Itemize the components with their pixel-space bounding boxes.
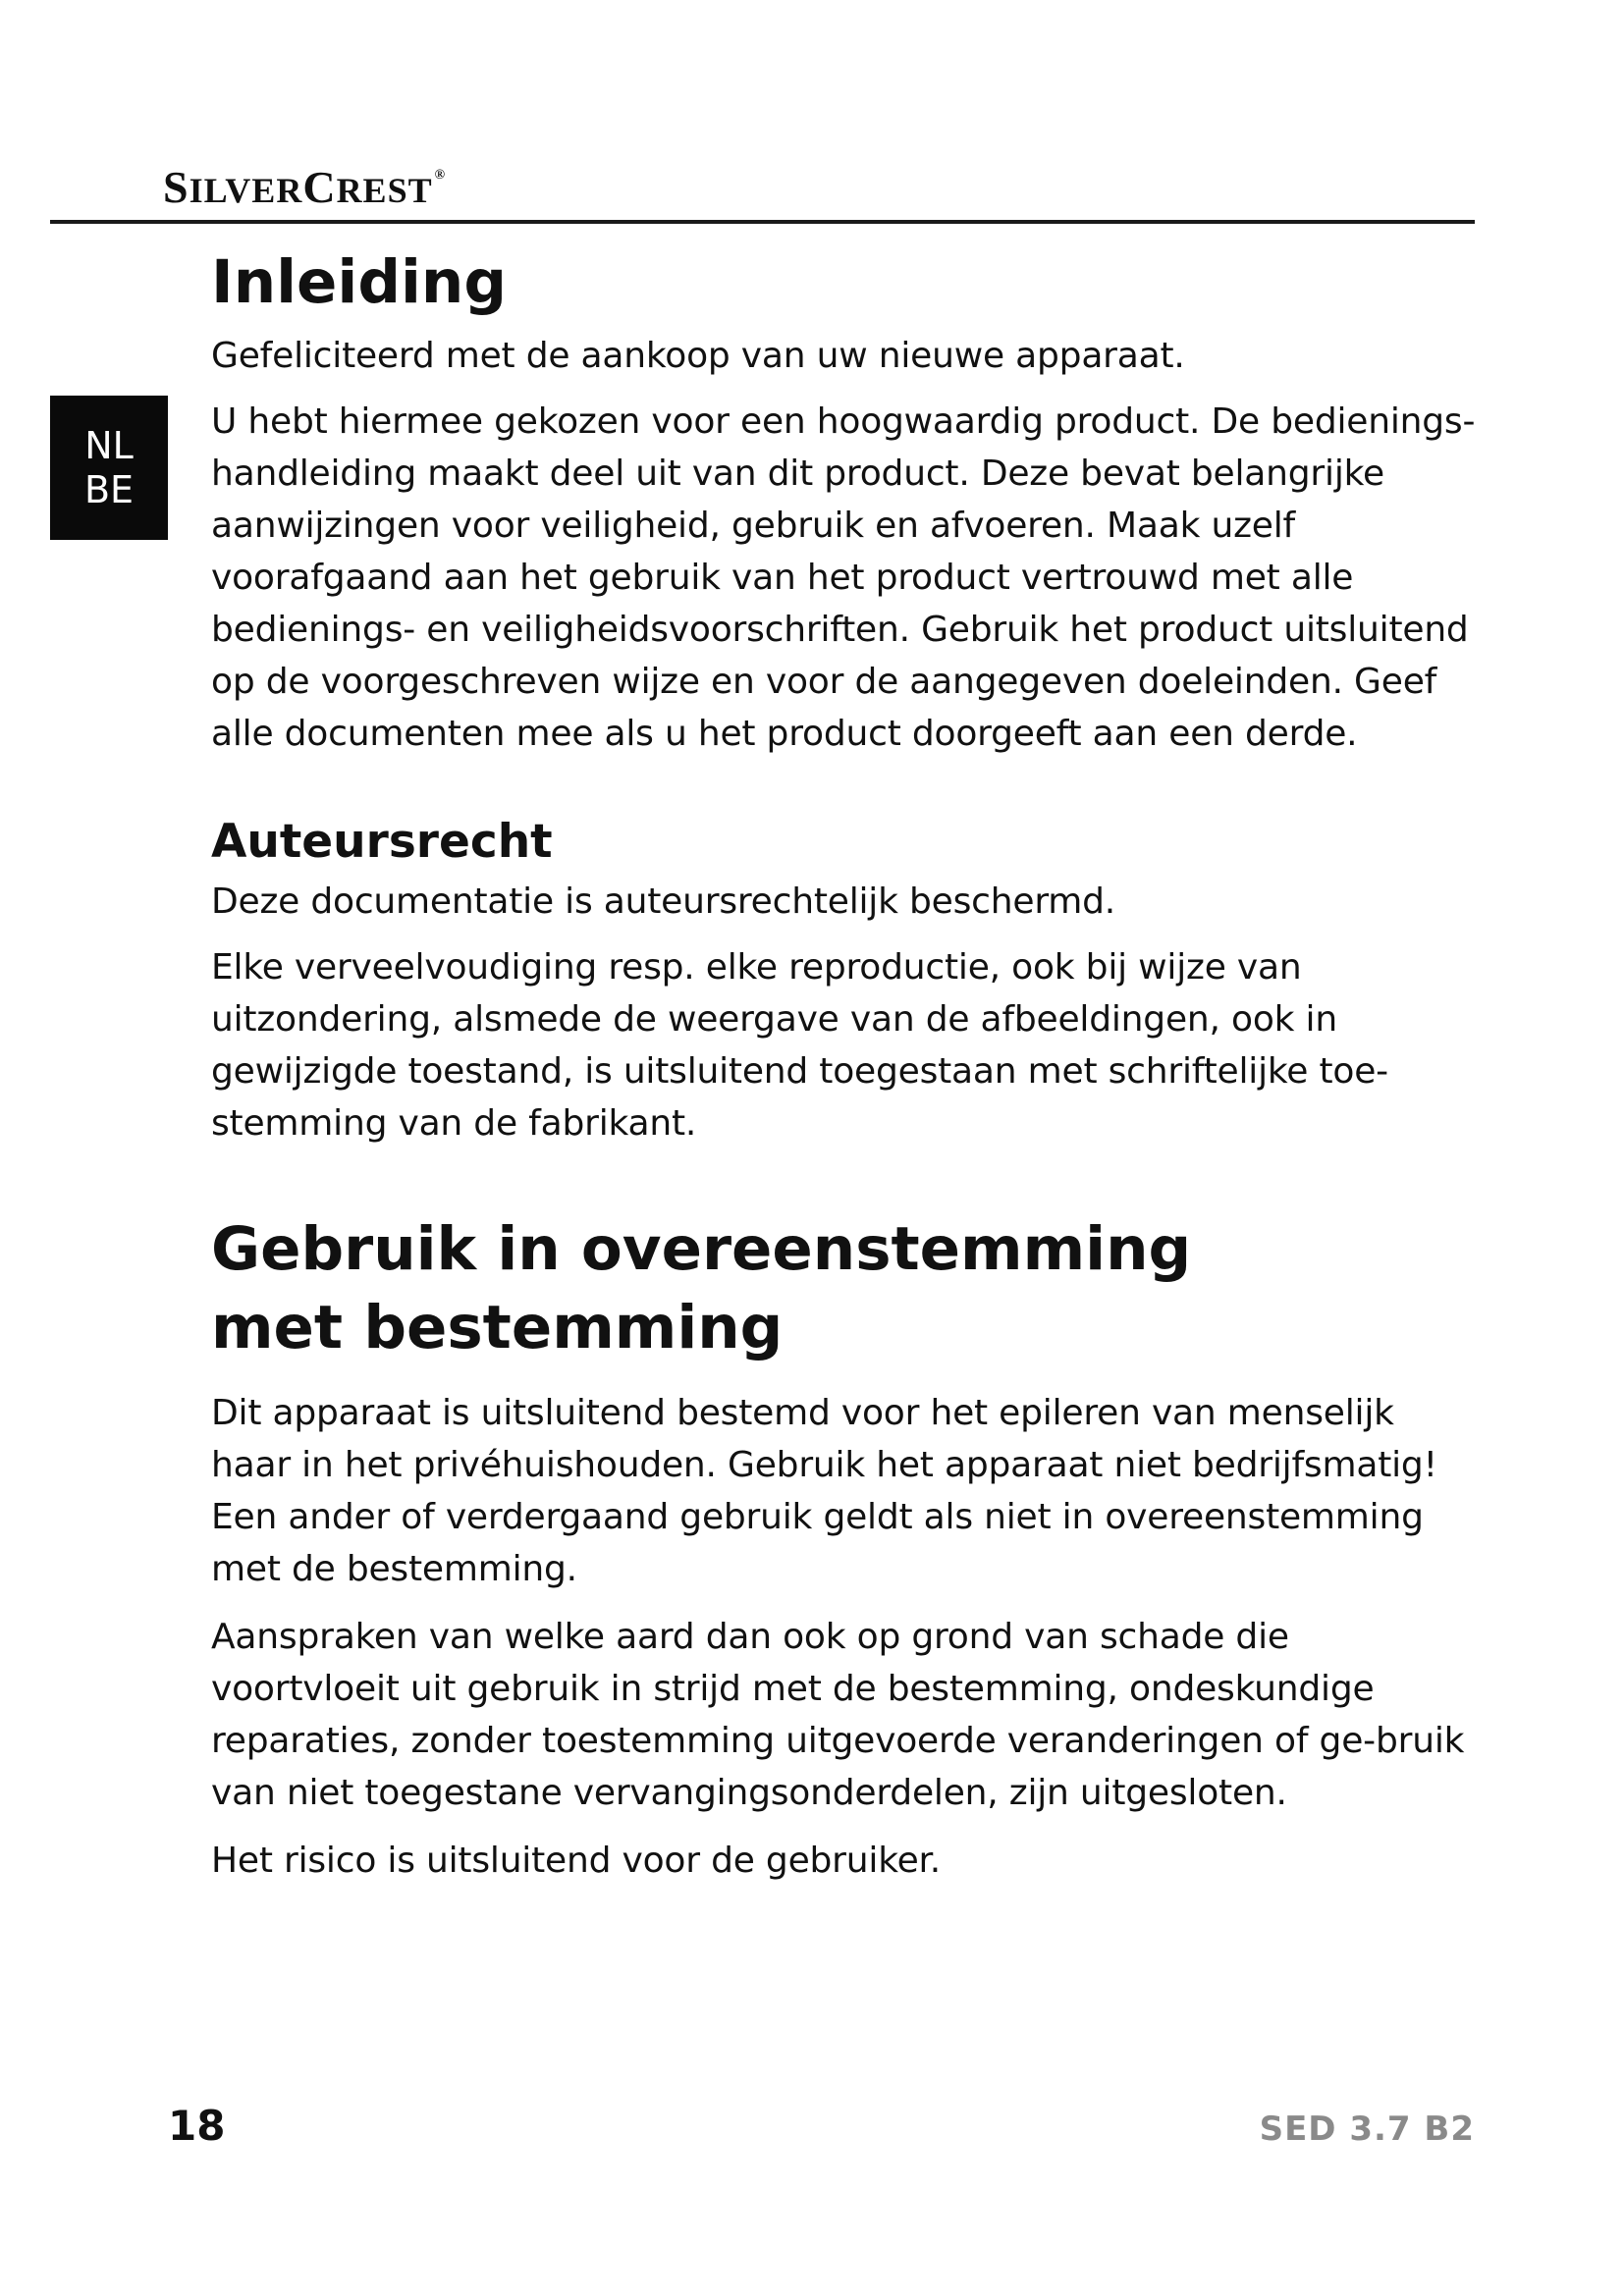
main-content [211, 243, 1478, 1887]
page-number: 18 [168, 2102, 226, 2150]
copyright-paragraph-2: Elke verveelvoudiging resp. elke reproductie, ook bij wijze van uitzondering, alsmede de weergave van de afbeeldingen, ook in gewijzigde toestand, is uitsluitend toegestaan met schriftelijke toe-stemming van de fabrikant. [211, 947, 1388, 1144]
language-code-nl: NL [84, 423, 134, 467]
section-title-intended-use-line-2: met bestemming [211, 1293, 784, 1362]
intended-use-paragraph-1: Dit apparaat is uitsluitend bestemd voor het epileren van menselijk haar in het privéhuishouden. Gebruik het apparaat niet bedrijfsmatig! Een ander of verdergaand gebruik geldt als niet in overeenstemming met de bestemming. [211, 1393, 1437, 1589]
model-number: SED 3.7 B2 [1259, 2109, 1475, 2149]
language-code-be: BE [83, 467, 135, 511]
intended-use-paragraph-2: Aanspraken van welke aard dan ook op grond van schade die voortvloeit uit gebruik in strijd met de bestemming, ondeskundige reparaties, zonder toestemming uitgevoerde veranderingen of ge-bruik van niet toegestane vervangingsonderdelen, zijn uitgesloten. [211, 1617, 1465, 1813]
section-title-copyright: Auteursrecht [211, 815, 553, 869]
intro-greeting: Gefeliciteerd met de aankoop van uw nieuwe apparaat. [211, 336, 1185, 376]
section-title-intended-use [211, 1210, 1478, 1367]
language-tab [50, 396, 168, 540]
brand-letter-c: C [302, 162, 337, 212]
brand-logo [163, 162, 447, 212]
copyright-paragraph-1: Deze documentatie is auteursrechtelijk beschermd. [211, 881, 1116, 922]
section-title-intro: Inleiding [211, 247, 507, 317]
brand-text-ilver: ILVER [189, 171, 303, 210]
section-title-intended-use-line-1: Gebruik in overeenstemming [211, 1214, 1192, 1284]
registered-mark: ® [434, 168, 447, 183]
brand-text-rest: REST [336, 171, 433, 210]
brand-letter-s: S [163, 162, 189, 212]
header-divider [50, 220, 1475, 224]
intended-use-paragraph-3: Het risico is uitsluitend voor de gebruiker. [211, 1841, 942, 1881]
intro-body: U hebt hiermee gekozen voor een hoogwaardig product. De bedienings-handleiding maakt deel uit van dit product. Deze bevat belangrijke aanwijzingen voor veiligheid, gebruik en afvoeren. Maak uzelf voorafgaand aan het gebruik van het product vertrouwd met alle bedienings- en veiligheidsvoorschriften. Gebruik het product uitsluitend op de voorgeschreven wijze en voor de aangegeven doeleinden. Geef alle documenten mee als u het product doorgeeft aan een derde. [211, 401, 1476, 754]
